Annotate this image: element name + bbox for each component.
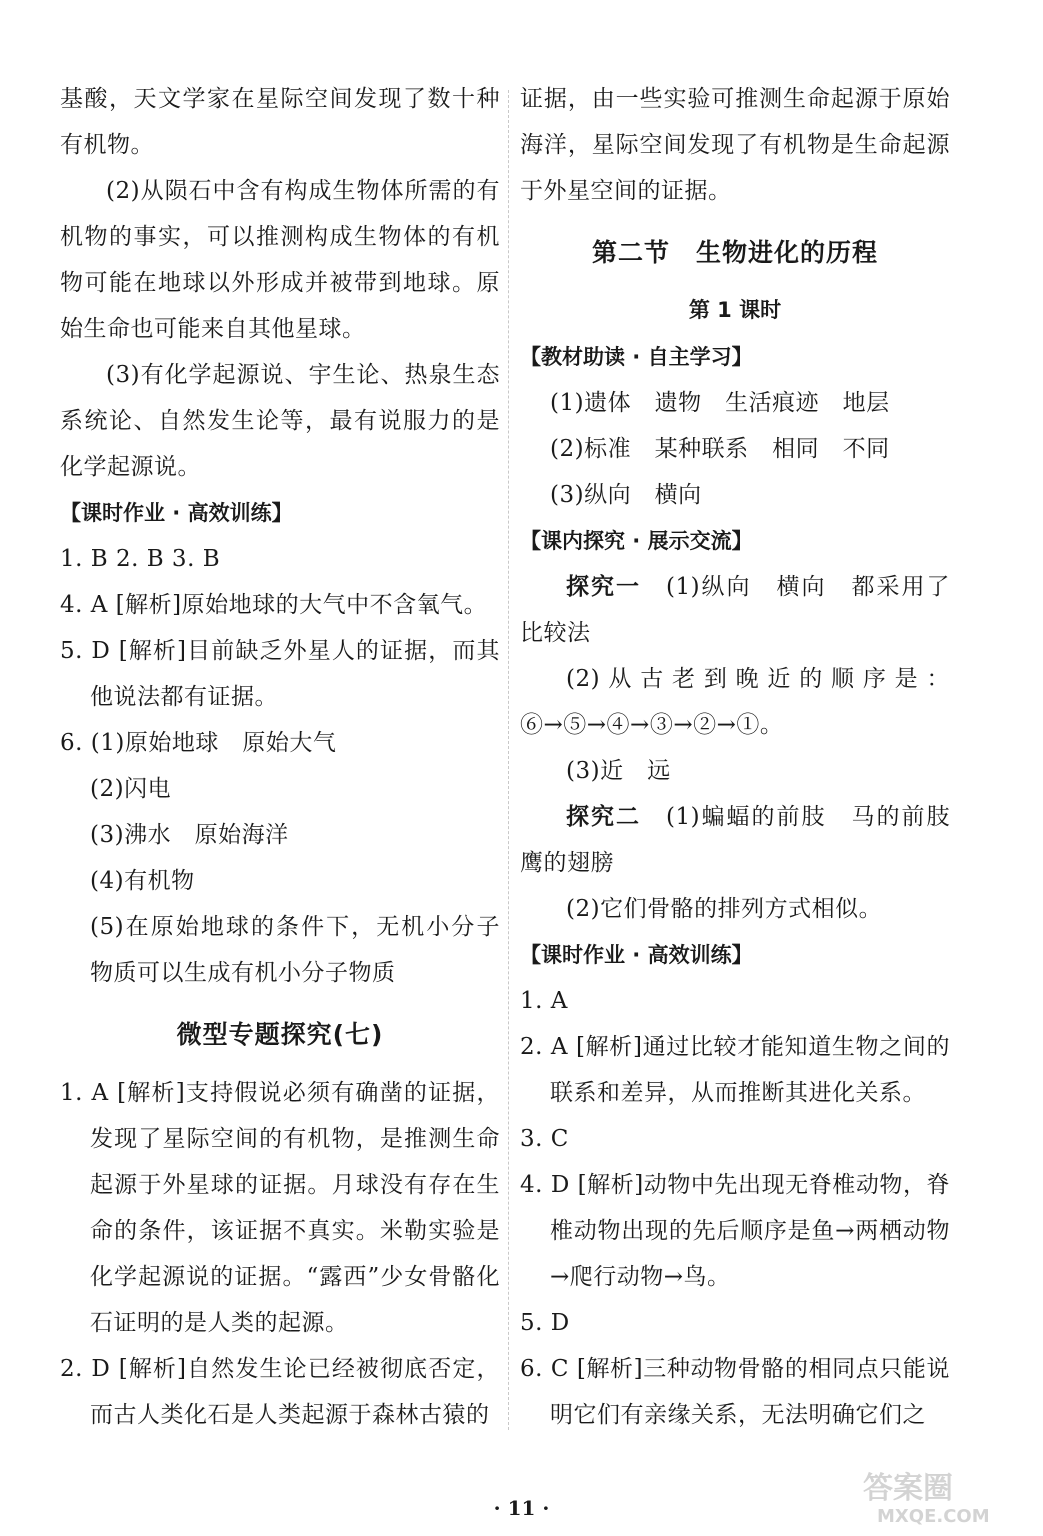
paragraph-continued-right: 证据，由一些实验可推测生命起源于原始海洋，星际空间发现了有机物是生命起源于外星空间的证据。 — [520, 86, 950, 204]
answer-6-3: (3)沸水 原始海洋 — [90, 822, 289, 848]
explore-1-2: (2)从古老到晚近的顺序是：⑥→⑤→④→③→②→①。 — [520, 666, 950, 738]
answers-1-3: 1. B 2. B 3. B — [60, 546, 221, 572]
explore-1 — [520, 564, 950, 656]
answer-6-4: (4)有机物 — [90, 868, 195, 894]
section-heading-homework-2: 【课时作业 · 高效训练】 — [520, 943, 753, 967]
lesson-title: 第 1 课时 — [688, 298, 782, 322]
explore-2-text: (1)蝙蝠的前肢 马的前肢 鹰的翅膀 — [520, 804, 974, 876]
page-number: · 11 · — [493, 1496, 550, 1520]
section-heading-reading: 【教材助读 · 自主学习】 — [520, 345, 753, 369]
reading-answer-3: (3)纵向 横向 — [550, 482, 702, 508]
svg-text:答案圈: 答案圈 — [863, 1471, 953, 1506]
explore-2-label: 探究二 — [566, 804, 641, 830]
explore-1-label: 探究一 — [566, 574, 641, 600]
hw-answer-5: 5. D — [520, 1310, 570, 1336]
hw-answer-6: 6. C [解析]三种动物骨骼的相同点只能说明它们有亲缘关系，无法明确它们之 — [520, 1356, 950, 1428]
paragraph-answer-3: (3)有化学起源说、宇生论、热泉生态系统论、自然发生论等，最有说服力的是化学起源说。 — [60, 362, 500, 480]
topic-title: 微型专题探究(七) — [176, 1020, 384, 1049]
hw-answer-1: 1. A — [520, 988, 568, 1014]
paragraph-continued: 基酸，天文学家在星际空间发现了数十种有机物。 — [60, 86, 500, 158]
svg-text:MXQE.COM: MXQE.COM — [877, 1506, 990, 1527]
topic-answer-2: 2. D [解析]自然发生论已经被彻底否定，而古人类化石是人类起源于森林古猿的 — [60, 1356, 500, 1428]
answer-5: 5. D [解析]目前缺乏外星人的证据，而其他说法都有证据。 — [60, 638, 500, 710]
topic-answer-1: 1. A [解析]支持假说必须有确凿的证据，发现了星际空间的有机物，是推测生命起源于外星球的证据。月球没有存在生命的条件，该证据不真实。米勒实验是化学起源说的证据。“露西”少女骨骼化石证明的是人类的起源。 — [60, 1080, 500, 1336]
hw-answer-2: 2. A [解析]通过比较才能知道生物之间的联系和差异，从而推断其进化关系。 — [520, 1034, 950, 1106]
section-heading-homework: 【课时作业 · 高效训练】 — [60, 501, 293, 525]
hw-answer-4: 4. D [解析]动物中先出现无脊椎动物，脊椎动物出现的先后顺序是鱼→两栖动物→爬行动物→鸟。 — [520, 1172, 950, 1290]
right-column — [520, 76, 974, 1438]
explore-2 — [520, 794, 974, 886]
paragraph-answer-2: (2)从陨石中含有构成生物体所需的有机物的事实，可以推测构成生物体的有机物可能在地球以外形成并被带到地球。原始生命也可能来自其他星球。 — [60, 178, 500, 342]
watermark-logo — [855, 1464, 1025, 1528]
hw-answer-3: 3. C — [520, 1126, 569, 1152]
explore-1-3: (3)近 远 — [566, 758, 671, 784]
explore-2-2: (2)它们骨骼的排列方式相似。 — [566, 896, 883, 922]
reading-answer-2: (2)标准 某种联系 相同 不同 — [550, 436, 890, 462]
answer-6-2: (2)闪电 — [90, 776, 172, 802]
section-heading-explore: 【课内探究 · 展示交流】 — [520, 529, 753, 553]
explore-1-text: (1)纵向 横向 都采用了比较法 — [520, 574, 950, 646]
answer-4: 4. A [解析]原始地球的大气中不含氧气。 — [60, 592, 488, 618]
section-title: 第二节 生物进化的历程 — [591, 238, 878, 267]
answer-6-1: 6. (1)原始地球 原始大气 — [60, 730, 337, 756]
answer-6-5: (5)在原始地球的条件下，无机小分子物质可以生成有机小分子物质 — [90, 914, 500, 986]
reading-answer-1: (1)遗体 遗物 生活痕迹 地层 — [550, 390, 890, 416]
column-divider — [508, 90, 509, 1430]
left-column — [60, 76, 500, 1438]
